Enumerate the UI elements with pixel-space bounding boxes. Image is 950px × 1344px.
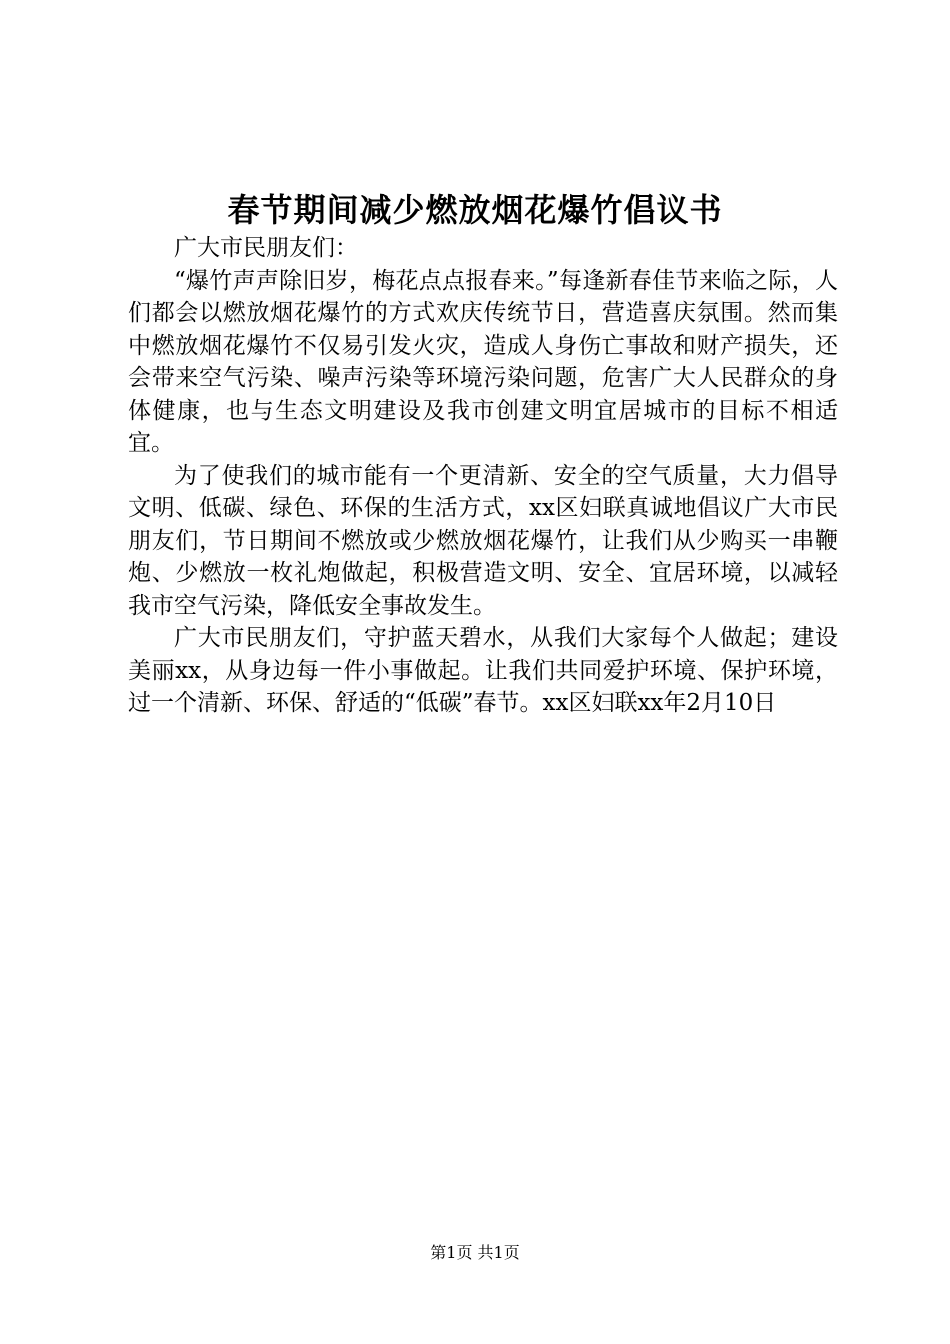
paragraph-3: 广大市民朋友们，守护蓝天碧水，从我们大家每个人做起；建设美丽xx，从身边每一件小事做起。让我们共同爱护环境、保护环境，过一个清新、环保、舒适的“低碳”春节。xx区妇联xx年2月10日 xyxy=(128,625,838,716)
document-title: 春节期间减少燃放烟花爆竹倡议书 xyxy=(227,191,723,229)
paragraph-2: 为了使我们的城市能有一个更清新、安全的空气质量，大力倡导文明、低碳、绿色、环保的生活方式，xx区妇联真诚地倡议广大市民朋友们，节日期间不燃放或少燃放烟花爆竹，让我们从少购买一串鞭炮、少燃放一枚礼炮做起，积极营造文明、安全、宜居环境，以减轻我市空气污染，降低安全事故发生。 xyxy=(128,462,838,619)
page-footer: 第1页 共1页 xyxy=(430,1243,520,1262)
document-body xyxy=(128,232,838,720)
salutation: 广大市民朋友们： xyxy=(174,235,358,261)
paragraph-1: “爆竹声声除旧岁，梅花点点报春来。”每逢新春佳节来临之际，人们都会以燃放烟花爆竹的方式欢庆传统节日，营造喜庆氛围。然而集中燃放烟花爆竹不仅易引发火灾，造成人身伤亡事故和财产损失，还会带来空气污染、噪声污染等环境污染问题，危害广大人民群众的身体健康，也与生态文明建设及我市创建文明宜居城市的目标不相适宜。 xyxy=(128,267,838,456)
